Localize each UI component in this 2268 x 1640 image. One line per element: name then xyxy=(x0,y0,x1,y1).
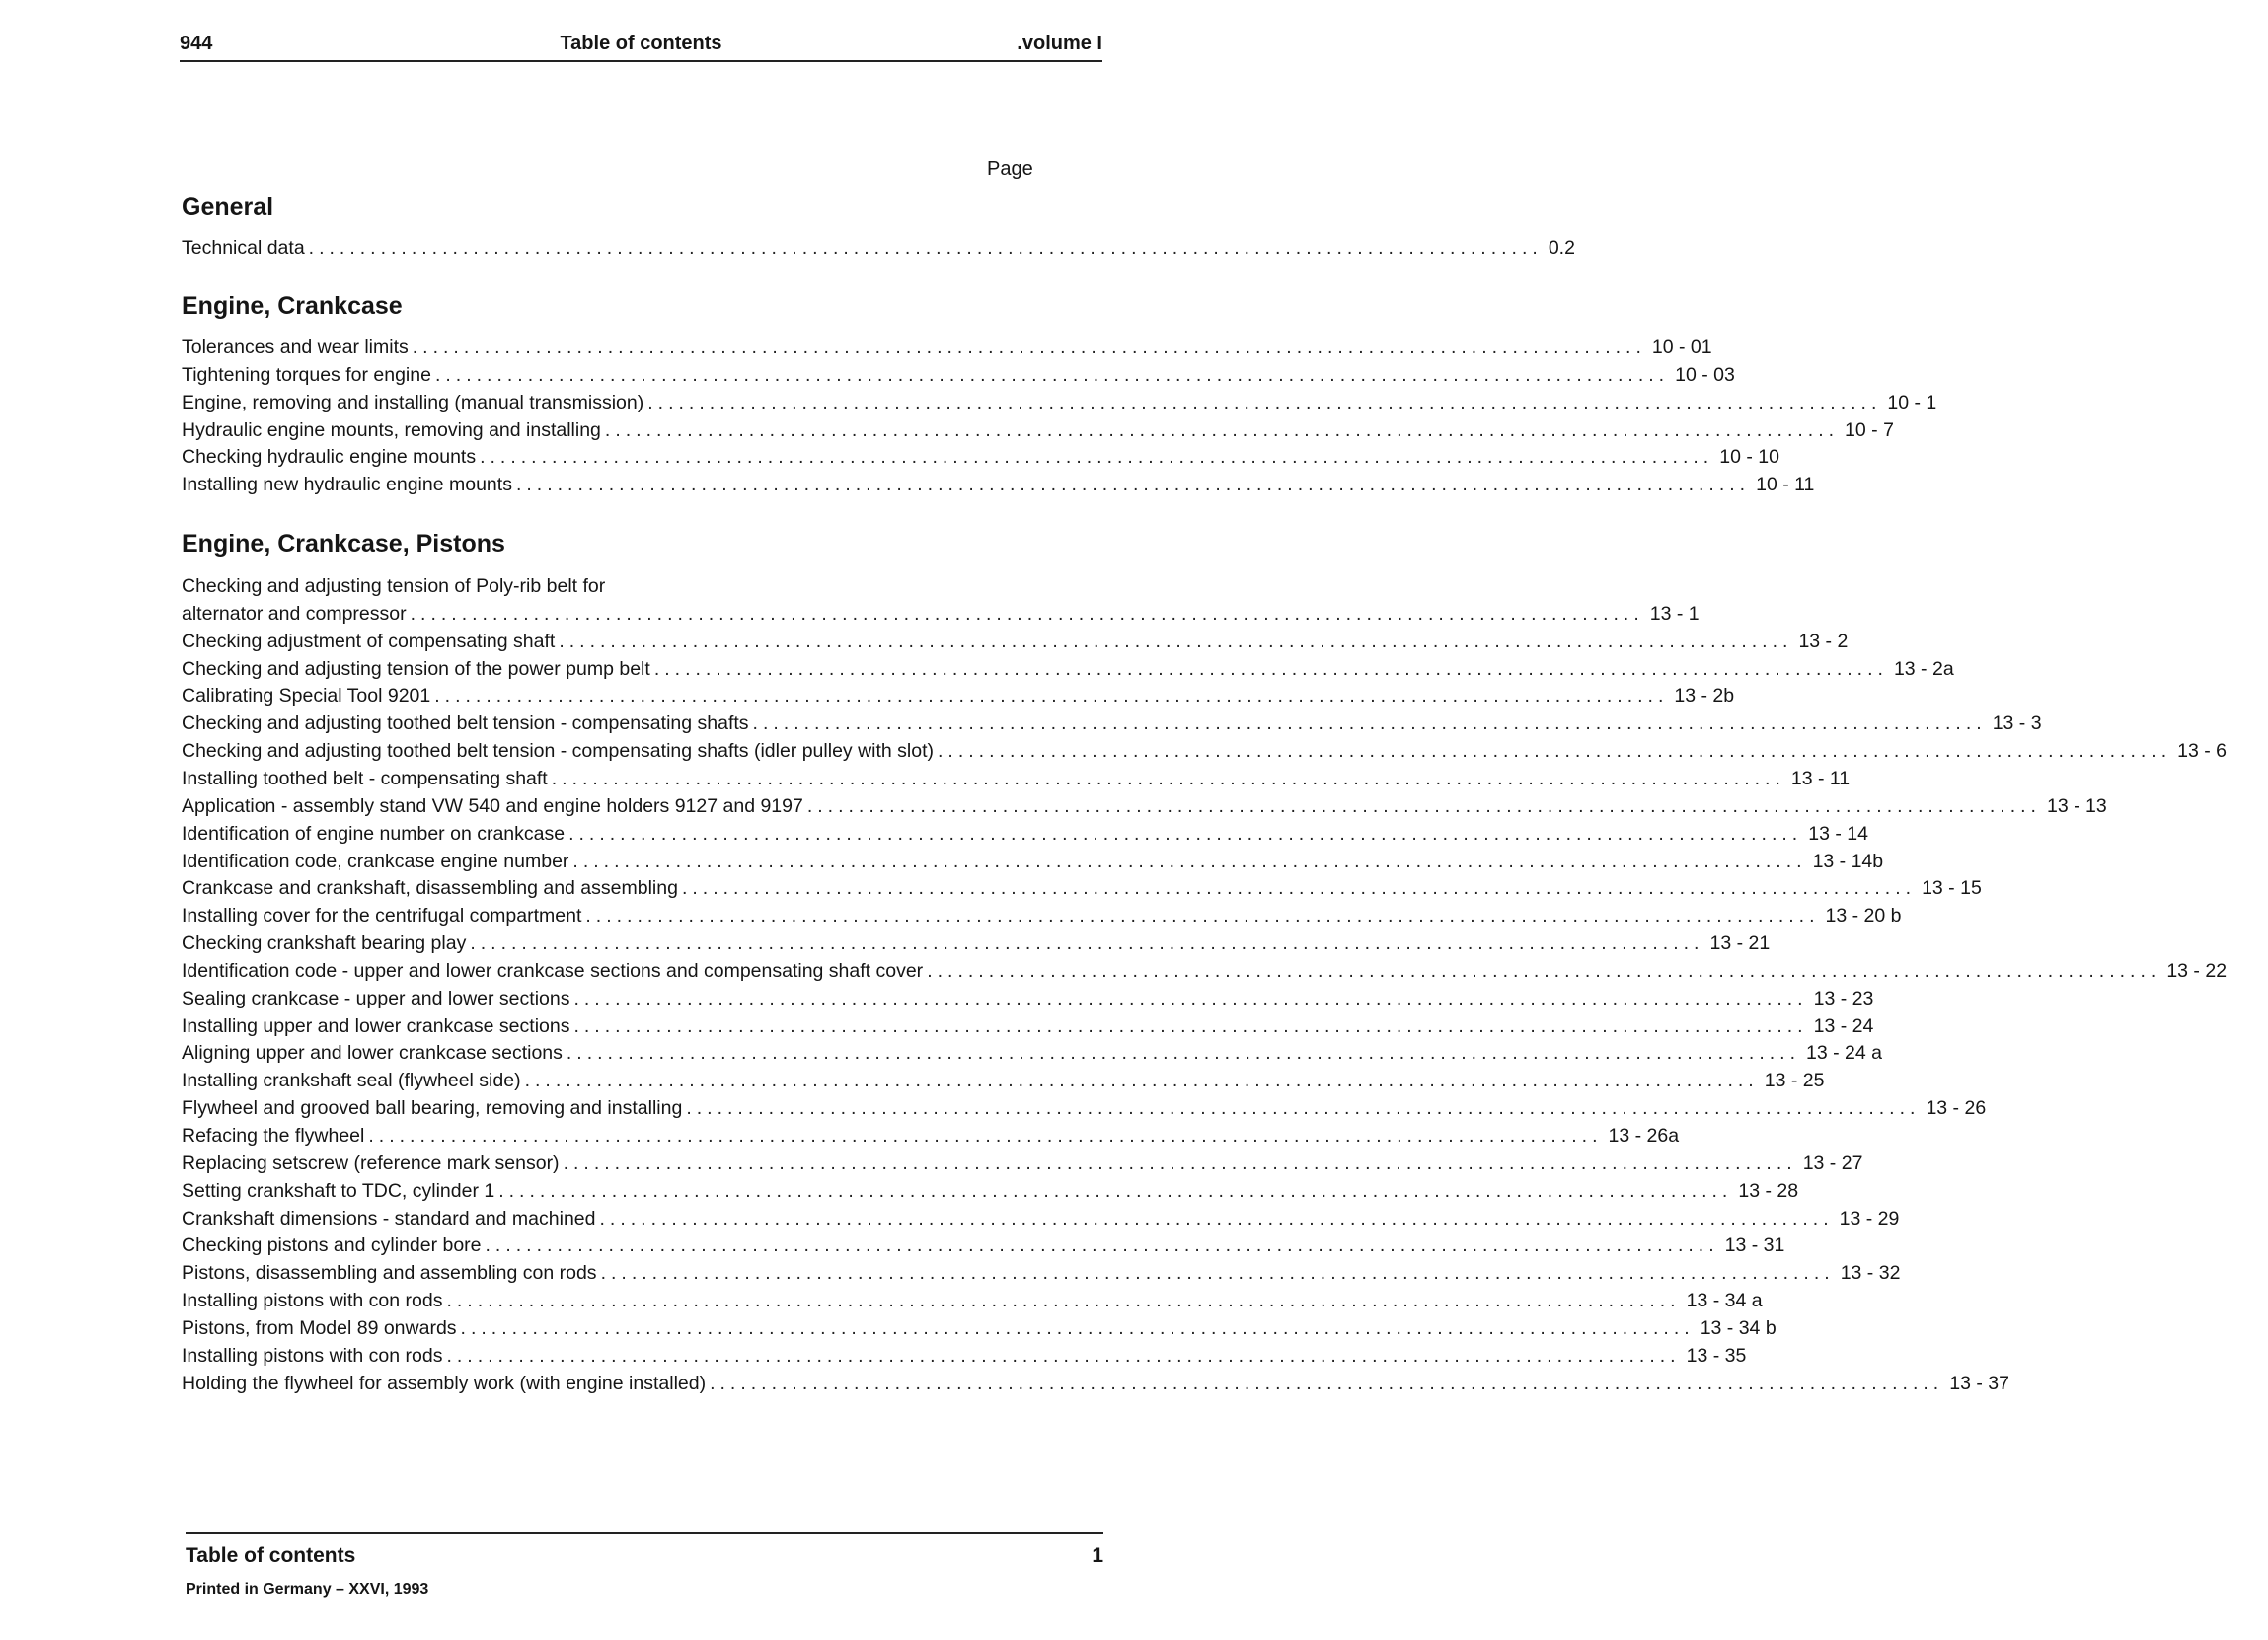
toc-entry-page: 13 - 29 xyxy=(1839,1207,1900,1230)
toc-entry-page: 13 - 22 xyxy=(2166,959,2228,982)
toc-entry-page: 10 - 03 xyxy=(1675,363,1735,386)
toc-entry[interactable] xyxy=(182,1093,1987,1123)
dot-leader: ........................................................................................................................ xyxy=(681,877,1917,900)
dot-leader: ........................................................................................................................ xyxy=(566,1042,1801,1065)
footer-title: Table of contents xyxy=(186,1544,356,1567)
dot-leader: ........................................................................................................................ xyxy=(710,1372,1944,1394)
toc-entry[interactable] xyxy=(182,929,1771,958)
dot-leader: ........................................................................................................................ xyxy=(559,630,1793,652)
toc-entry[interactable] xyxy=(182,599,1700,629)
toc-entry-page: 13 - 28 xyxy=(1738,1179,1799,1202)
toc-entry-page: 13 - 6 xyxy=(2177,740,2228,763)
toc-entry-page: 13 - 20 b xyxy=(1825,905,1902,928)
toc-entry-title: Aligning upper and lower crankcase sections xyxy=(182,1042,563,1065)
toc-entry[interactable] xyxy=(182,1313,1777,1343)
toc-entry-page: 10 - 1 xyxy=(1887,391,1937,413)
toc-entry[interactable] xyxy=(182,233,1575,262)
dot-leader: ........................................................................................................................ xyxy=(599,1207,1834,1230)
dot-leader: ........................................................................................................................ xyxy=(480,446,1714,469)
page-footer xyxy=(186,1532,1103,1598)
toc-entry-title: Sealing crankcase - upper and lower sections xyxy=(182,987,570,1009)
toc-entry-page: 13 - 31 xyxy=(1724,1234,1785,1257)
dot-leader: ........................................................................................................................ xyxy=(410,602,1644,625)
toc-entry-page: 13 - 3 xyxy=(1992,712,2042,735)
toc-entry-page: 13 - 34 b xyxy=(1700,1316,1777,1339)
toc-entry[interactable] xyxy=(182,1230,1785,1260)
toc-entry-title: Tolerances and wear limits xyxy=(182,336,409,358)
toc-entry-page: 13 - 2a xyxy=(1893,657,1954,680)
toc-entry[interactable] xyxy=(182,791,2107,821)
toc-entry-title: Technical data xyxy=(182,237,305,259)
toc-entry-page: 13 - 13 xyxy=(2046,794,2107,817)
dot-leader: ........................................................................................................................ xyxy=(470,932,1704,955)
toc-entry[interactable] xyxy=(182,984,1874,1013)
toc-entry[interactable] xyxy=(182,708,2042,738)
toc-entry[interactable] xyxy=(182,1038,1883,1068)
toc-entry-page: 13 - 26a xyxy=(1608,1125,1680,1147)
dot-leader: ........................................................................................................................ xyxy=(600,1262,1835,1285)
toc-entry-title: Checking hydraulic engine mounts xyxy=(182,446,477,469)
toc-entry[interactable] xyxy=(182,1011,1874,1041)
toc-entry-title: Installing cover for the centrifugal compartment xyxy=(182,905,582,928)
toc-entry-title: Crankcase and crankshaft, disassembling and assembling xyxy=(182,877,678,900)
dot-leader: ........................................................................................................................ xyxy=(927,959,2161,982)
dot-leader: ........................................................................................................................ xyxy=(434,363,1670,386)
footer-page-number: 1 xyxy=(1092,1544,1103,1567)
toc-entry-title: Checking and adjusting toothed belt tension - compensating shafts xyxy=(182,712,749,735)
toc-entry-title: Checking and adjusting toothed belt tension - compensating shafts (idler pulley with slot) xyxy=(182,740,935,763)
toc-entry-page: 13 - 24 a xyxy=(1806,1042,1883,1065)
toc-entry[interactable] xyxy=(182,901,1902,931)
dot-leader: ........................................................................................................................ xyxy=(308,237,1543,259)
toc-entry-page: 13 - 15 xyxy=(1922,877,1982,900)
toc-entry-page: 13 - 37 xyxy=(1949,1372,2009,1394)
dot-leader: ........................................................................................................................ xyxy=(573,1014,1808,1037)
page-header xyxy=(180,31,1102,62)
toc-entry-title: Installing upper and lower crankcase sections xyxy=(182,1014,570,1037)
section-title: Engine, Crankcase, Pistons xyxy=(182,530,505,558)
toc-entry-page: 13 - 23 xyxy=(1813,987,1874,1009)
toc-entry-title: Checking crankshaft bearing play xyxy=(182,932,467,955)
toc-entry-page: 13 - 24 xyxy=(1813,1014,1874,1037)
toc-entry-page: 10 - 11 xyxy=(1756,474,1815,496)
toc-entry-title: Installing crankshaft seal (flywheel side) xyxy=(182,1070,521,1092)
toc-entry[interactable] xyxy=(182,1176,1799,1206)
toc-entry-title: Tightening torques for engine xyxy=(182,363,431,386)
toc-entry-page: 13 - 2 xyxy=(1798,630,1849,652)
toc-entry[interactable] xyxy=(182,956,2228,986)
footer-printed: Printed in Germany – XXVI, 1993 xyxy=(186,1581,429,1598)
dot-leader: ........................................................................................................................ xyxy=(752,712,1987,735)
toc-entry-title: Identification code - upper and lower crankcase sections and compensating shaft cover xyxy=(182,959,924,982)
toc-entry-page: 13 - 14b xyxy=(1812,850,1884,872)
toc-entry[interactable] xyxy=(182,571,1080,601)
toc-entry-page: 13 - 14 xyxy=(1808,822,1868,845)
toc-entry[interactable] xyxy=(182,1066,1825,1095)
toc-entry[interactable] xyxy=(182,415,1894,445)
header-volume: .volume I xyxy=(1017,33,1102,54)
toc-entry[interactable] xyxy=(182,681,1735,710)
dot-leader: ........................................................................................................................ xyxy=(604,418,1840,441)
toc-entry-title: alternator and compressor xyxy=(182,602,407,625)
toc-entry[interactable] xyxy=(182,1286,1763,1315)
toc-entry-page: 13 - 1 xyxy=(1649,602,1700,625)
toc-entry-title: Identification of engine number on crankcase xyxy=(182,822,566,845)
toc-entry-title: Checking pistons and cylinder bore xyxy=(182,1234,482,1257)
dot-leader: ........................................................................................................................ xyxy=(515,474,1751,496)
toc-entry-page: 13 - 34 a xyxy=(1686,1290,1763,1312)
header-title: Table of contents xyxy=(560,33,722,54)
dot-leader: ........................................................................................................................ xyxy=(806,794,2041,817)
dot-leader: ........................................................................................................................ xyxy=(686,1097,1921,1120)
toc-entry-title: Pistons, from Model 89 onwards xyxy=(182,1316,457,1339)
header-model: 944 xyxy=(180,33,213,54)
dot-leader: ........................................................................................................................ xyxy=(938,740,2172,763)
toc-entry[interactable] xyxy=(182,819,1868,849)
toc-entry-title: Installing pistons with con rods xyxy=(182,1290,443,1312)
toc-entry[interactable] xyxy=(182,333,1712,362)
toc-entry-title: Installing pistons with con rods xyxy=(182,1344,443,1367)
dot-leader: ........................................................................................................................ xyxy=(460,1316,1695,1339)
toc-entry-page: 0.2 xyxy=(1548,237,1575,259)
section-title: Engine, Crankcase xyxy=(182,292,403,320)
toc-entry-page: 10 - 01 xyxy=(1651,336,1712,358)
toc-entry[interactable] xyxy=(182,764,1851,793)
dot-leader: ........................................................................................................................ xyxy=(568,822,1803,845)
dot-leader: ........................................................................................................................ xyxy=(572,850,1807,872)
toc-entry-page: 13 - 2b xyxy=(1674,685,1735,708)
toc-entry-title: Checking and adjusting tension of Poly-rib belt for xyxy=(182,575,606,597)
toc-entry[interactable] xyxy=(182,1341,1747,1371)
toc-entry-page: 10 - 7 xyxy=(1845,418,1894,441)
dot-leader: ........................................................................................................................ xyxy=(412,336,1646,358)
toc-entry-title: Engine, removing and installing (manual transmission) xyxy=(182,391,644,413)
toc-entry[interactable] xyxy=(182,470,1815,499)
toc-entry-page: 13 - 21 xyxy=(1709,932,1771,955)
toc-entry-title: Replacing setscrew (reference mark sensor) xyxy=(182,1152,560,1174)
toc-entry[interactable] xyxy=(182,1204,1900,1233)
toc-entry-page: 13 - 35 xyxy=(1686,1344,1747,1367)
toc-entry-page: 13 - 25 xyxy=(1764,1070,1825,1092)
toc-entry[interactable] xyxy=(182,627,1849,656)
toc-entry-title: Holding the flywheel for assembly work (with engine installed) xyxy=(182,1372,707,1394)
toc-entry-title: Setting crankshaft to TDC, cylinder 1 xyxy=(182,1179,495,1202)
toc-entry[interactable] xyxy=(182,360,1735,390)
toc-entry-title: Installing new hydraulic engine mounts xyxy=(182,474,512,496)
toc-entry[interactable] xyxy=(182,1149,1863,1178)
toc-entry-page: 13 - 32 xyxy=(1840,1262,1901,1285)
section-title: General xyxy=(182,193,274,221)
toc-entry-page: 10 - 10 xyxy=(1719,446,1779,469)
dot-leader: ........................................................................................................................ xyxy=(368,1125,1603,1147)
toc-entry-page: 13 - 11 xyxy=(1790,767,1851,789)
dot-leader: ........................................................................................................................ xyxy=(647,391,1882,413)
toc-entry-title: Flywheel and grooved ball bearing, removing and installing xyxy=(182,1097,683,1120)
dot-leader: ........................................................................................................................ xyxy=(485,1234,1719,1257)
toc-entry-page: 13 - 26 xyxy=(1926,1097,1987,1120)
dot-leader: ........................................................................................................................ xyxy=(446,1290,1681,1312)
page-column-label: Page xyxy=(987,158,1033,180)
dot-leader: ........................................................................................................................ xyxy=(653,657,1888,680)
toc-entry[interactable] xyxy=(182,847,1884,876)
toc-entry[interactable] xyxy=(182,1369,2009,1398)
toc-entry-title: Installing toothed belt - compensating shaft xyxy=(182,767,548,789)
dot-leader: ........................................................................................................................ xyxy=(434,685,1669,708)
toc-entry[interactable] xyxy=(182,1258,1901,1288)
dot-leader: ........................................................................................................................ xyxy=(585,905,1820,928)
toc-entry[interactable] xyxy=(182,1121,1680,1151)
toc-entry-page: 13 - 27 xyxy=(1802,1152,1863,1174)
toc-entry[interactable] xyxy=(182,442,1779,472)
toc-entry[interactable] xyxy=(182,873,1982,903)
toc-entry-title: Pistons, disassembling and assembling con rods xyxy=(182,1262,597,1285)
toc-entry-title: Calibrating Special Tool 9201 xyxy=(182,685,431,708)
dot-leader: ........................................................................................................................ xyxy=(524,1070,1759,1092)
toc-entry-title: Crankshaft dimensions - standard and machined xyxy=(182,1207,596,1230)
dot-leader: ........................................................................................................................ xyxy=(573,987,1808,1009)
toc-entry-title: Application - assembly stand VW 540 and engine holders 9127 and 9197 xyxy=(182,794,803,817)
dot-leader: ........................................................................................................................ xyxy=(446,1344,1681,1367)
toc-entry-title: Checking adjustment of compensating shaft xyxy=(182,630,556,652)
dot-leader: ........................................................................................................................ xyxy=(498,1179,1733,1202)
toc-entry-title: Refacing the flywheel xyxy=(182,1125,365,1147)
toc-entry-title: Hydraulic engine mounts, removing and installing xyxy=(182,418,601,441)
toc-entry[interactable] xyxy=(182,388,1937,417)
toc-entry-title: Checking and adjusting tension of the power pump belt xyxy=(182,657,650,680)
toc-entry-title: Identification code, crankcase engine number xyxy=(182,850,569,872)
dot-leader: ........................................................................................................................ xyxy=(563,1152,1797,1174)
toc-entry[interactable] xyxy=(182,736,2228,766)
toc-entry[interactable] xyxy=(182,654,1954,684)
dot-leader: ........................................................................................................................ xyxy=(551,767,1785,789)
